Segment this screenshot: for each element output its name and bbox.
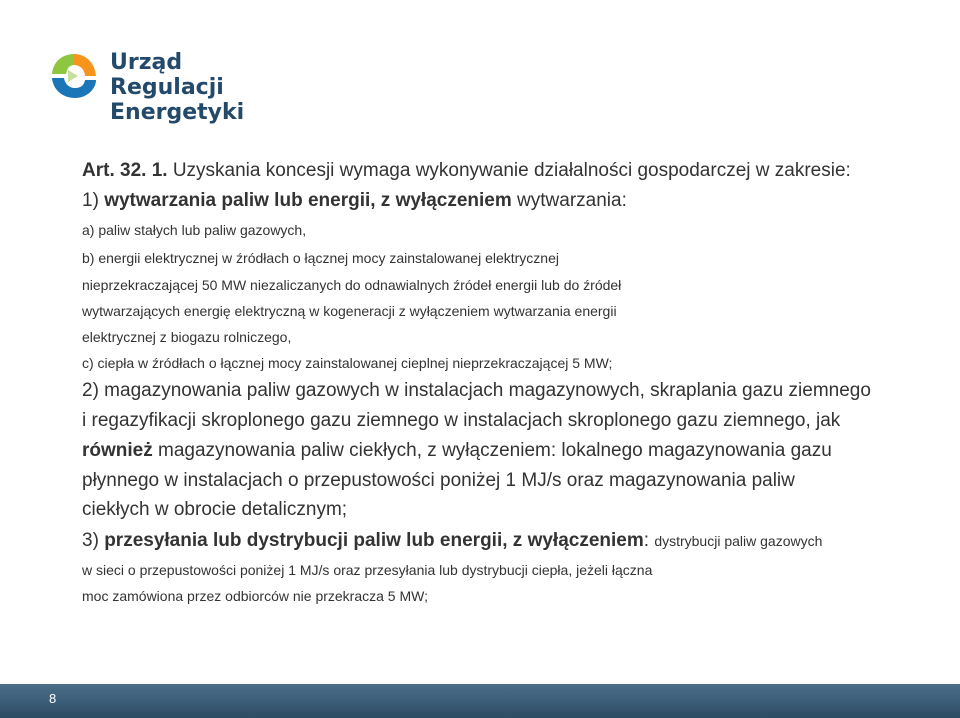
item-2-line3-rest: magazynowania paliw ciekłych, z wyłączeniem: lokalnego magazynowania gazu xyxy=(152,440,832,461)
item-3-number: 3) xyxy=(82,530,105,551)
item-3-bold: przesyłania lub dystrybucji paliw lub energii, z wyłączeniem xyxy=(104,530,644,551)
art-ref: Art. 32. 1. xyxy=(82,160,168,181)
item-2-bold-word: również xyxy=(82,440,153,461)
logo-orange-petal xyxy=(74,54,96,76)
item-1b-line2: nieprzekraczającej 50 MW niezaliczanych do odnawialnych źródeł energii lub do źródeł xyxy=(82,277,622,293)
urzad-regulacji-energetyki-logo xyxy=(48,48,278,125)
item-1b-line1: b) energii elektrycznej w źródłach o łącznej mocy zainstalowanej elektrycznej xyxy=(82,250,559,266)
item-3-line1 xyxy=(82,530,822,552)
item-2-line3 xyxy=(82,440,832,462)
page-number: 8 xyxy=(49,691,57,706)
item-1b-line3: wytwarzających energię elektryczną w kogeneracji z wyłączeniem wytwarzania energii xyxy=(82,303,617,319)
item-1c: c) ciepła w źródłach o łącznej mocy zainstalowanej cieplnej nieprzekraczającej 5 MW; xyxy=(82,355,613,371)
item-2-line4: płynnego w instalacjach o przepustowości poniżej 1 MJ/s oraz magazynowania paliw xyxy=(82,470,795,491)
logo-blue-petal xyxy=(52,78,96,98)
item-2-line2: i regazyfikacji skroplonego gazu ziemnego w instalacjach skroplonego gazu ziemnego, jak xyxy=(82,410,841,431)
item-3-colon: : xyxy=(643,530,655,551)
item-3-line2: w sieci o przepustowości poniżej 1 MJ/s oraz przesyłania lub dystrybucji ciepła, jeżeli łączna xyxy=(82,562,653,578)
logo-text-line1: Urząd Regulacji xyxy=(110,50,224,100)
item-1-bold: wytwarzania paliw lub energii, z wyłączeniem xyxy=(104,190,512,211)
item-1-number: 1) xyxy=(82,190,105,211)
ure-logo-mark-icon xyxy=(48,50,100,102)
item-1-rest: wytwarzania: xyxy=(511,190,627,211)
item-3-rest: dystrybucji paliw gazowych xyxy=(654,533,823,549)
paragraph-art-32 xyxy=(82,160,851,182)
logo-green-petal xyxy=(52,54,74,74)
item-2-line1: 2) magazynowania paliw gazowych w instalacjach magazynowych, skraplania gazu ziemnego xyxy=(82,380,871,401)
logo-light-green-petal xyxy=(68,70,78,82)
item-1-heading xyxy=(82,190,627,212)
item-2-line5: ciekłych w obrocie detalicznym; xyxy=(82,499,348,520)
footer-bar xyxy=(0,684,960,718)
item-1b-line4: elektrycznej z biogazu rolniczego, xyxy=(82,329,292,345)
art-intro: Uzyskania koncesji wymaga wykonywanie działalności gospodarczej w zakresie: xyxy=(167,160,851,181)
item-1a: a) paliw stałych lub paliw gazowych, xyxy=(82,222,307,238)
item-3-line3: moc zamówiona przez odbiorców nie przekracza 5 MW; xyxy=(82,588,428,604)
logo-text-line2: Energetyki xyxy=(110,100,245,125)
